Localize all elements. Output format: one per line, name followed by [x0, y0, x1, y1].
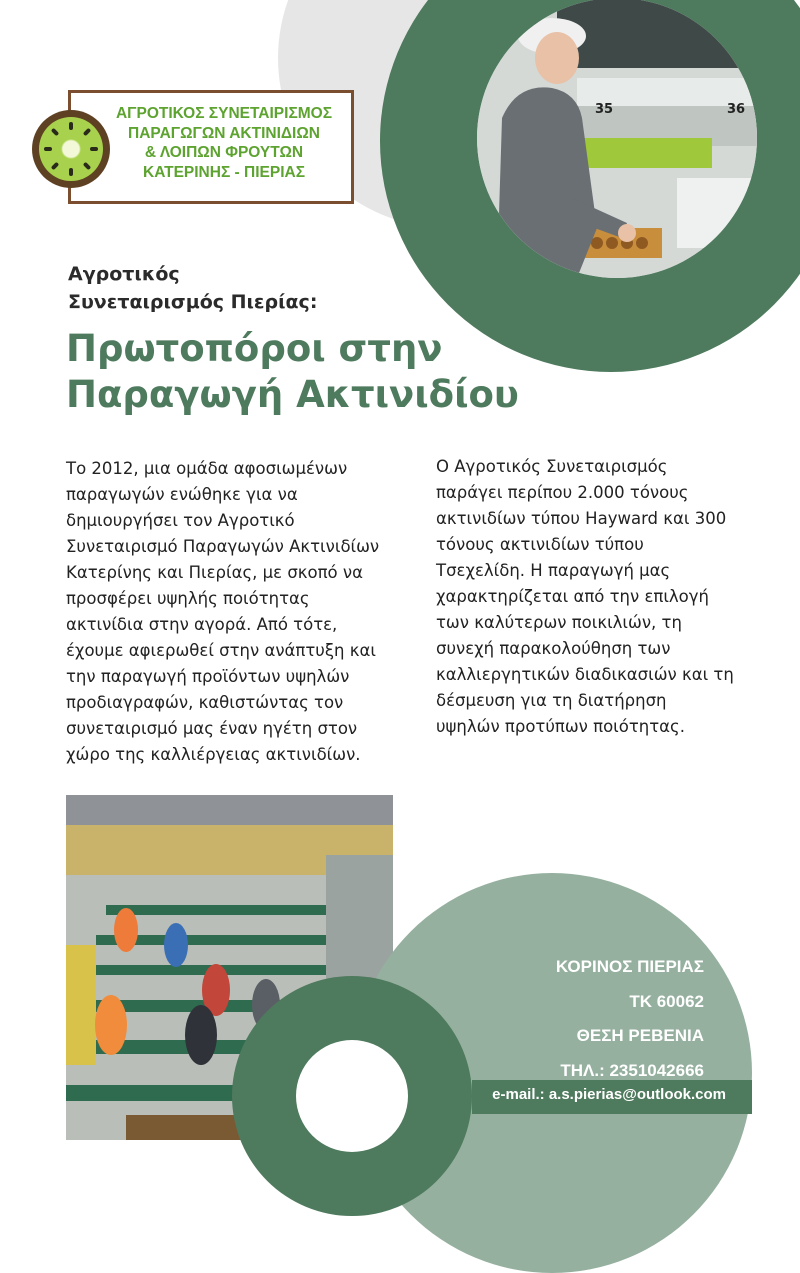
contact-postal-code: ΤΚ 60062	[629, 991, 704, 1011]
text-line: Το 2012, μια ομάδα αφοσιωμένων	[66, 459, 348, 478]
decorative-inner-circle	[296, 1040, 408, 1152]
text-line: καλλιεργητικών διαδικασιών και τη	[436, 665, 734, 684]
text-line: την παραγωγή προϊόντων υψηλών	[66, 667, 350, 686]
title-line: Παραγωγή Ακτινιδίου	[66, 373, 519, 416]
bay-number-left: 35	[595, 102, 614, 117]
kiwi-slice-icon	[32, 110, 110, 188]
contact-email[interactable]: e-mail.: a.s.pierias@outlook.com	[492, 1086, 726, 1103]
contact-place: ΘΕΣΗ ΡΕΒΕΝΙΑ	[576, 1026, 704, 1045]
text-line: ακτινίδια στην αγορά. Από τότε,	[66, 615, 338, 634]
title-line: Πρωτοπόροι στην	[66, 327, 443, 370]
text-line: δέσμευση για τη διατήρηση	[436, 691, 667, 710]
text-line: παράγει περίπου 2.000 τόνους	[436, 483, 689, 502]
text-line: χαρακτηρίζεται από την επιλογή	[436, 587, 709, 606]
text-line: Ο Αγροτικός Συνεταιρισμός	[436, 457, 668, 476]
contact-phone: ΤΗΛ.: 2351042666	[560, 1060, 704, 1080]
logo-text	[104, 104, 344, 182]
photo-packing-worker-illustration	[477, 0, 757, 278]
text-line: συνεταιρισμό μας έναν ηγέτη στον	[66, 719, 358, 738]
text-line: Συνεταιρισμό Παραγωγών Ακτινιδίων	[66, 537, 380, 556]
text-line: τόνους ακτινιδίων τύπου	[436, 535, 644, 554]
text-line: παραγωγών ενώθηκε για να	[66, 485, 298, 504]
subtitle	[68, 260, 388, 316]
photo-packing-worker	[477, 0, 757, 278]
production-paragraph	[436, 454, 766, 740]
text-line: υψηλών προτύπων ποιότητας.	[436, 717, 685, 736]
text-line: συνεχή παρακολούθηση των	[436, 639, 671, 658]
text-line: προσφέρει υψηλής ποιότητας	[66, 589, 310, 608]
text-line: χώρο της καλλιέργειας ακτινιδίων.	[66, 745, 361, 764]
subtitle-line: Αγροτικός	[68, 263, 180, 285]
text-line: Τσεχελίδη. Η παραγωγή μας	[436, 561, 671, 580]
text-line: προδιαγραφών, καθιστώντας τον	[66, 693, 344, 712]
text-line: έχουμε αφιερωθεί στην ανάπτυξη και	[66, 641, 376, 660]
logo-line: & ΛΟΙΠΩΝ ΦΡΟΥΤΩΝ	[144, 144, 304, 161]
text-line: δημιουργήσει τον Αγροτικό	[66, 511, 295, 530]
logo-line: ΑΓΡΟΤΙΚΟΣ ΣΥΝΕΤΑΙΡΙΣΜΟΣ	[115, 105, 333, 122]
text-line: των καλύτερων ποικιλιών, τη	[436, 613, 682, 632]
contact-info	[556, 950, 704, 1088]
contact-location: ΚΟΡΙΝΟΣ ΠΙΕΡΙΑΣ	[555, 957, 704, 976]
subtitle-line: Συνεταιρισμός Πιερίας:	[68, 291, 318, 313]
logo-line: ΠΑΡΑΓΩΓΩΝ ΑΚΤΙΝΙΔΙΩΝ	[128, 124, 320, 142]
page-title	[66, 326, 626, 418]
text-line: ακτινιδίων τύπου Hayward και 300	[436, 509, 727, 528]
intro-paragraph	[66, 456, 396, 768]
text-line: Κατερίνης και Πιερίας, με σκοπό να	[66, 563, 363, 582]
logo-line: ΚΑΤΕΡΙΝΗΣ - ΠΙΕΡΙΑΣ	[143, 163, 305, 181]
bay-number-right: 36	[727, 102, 746, 117]
